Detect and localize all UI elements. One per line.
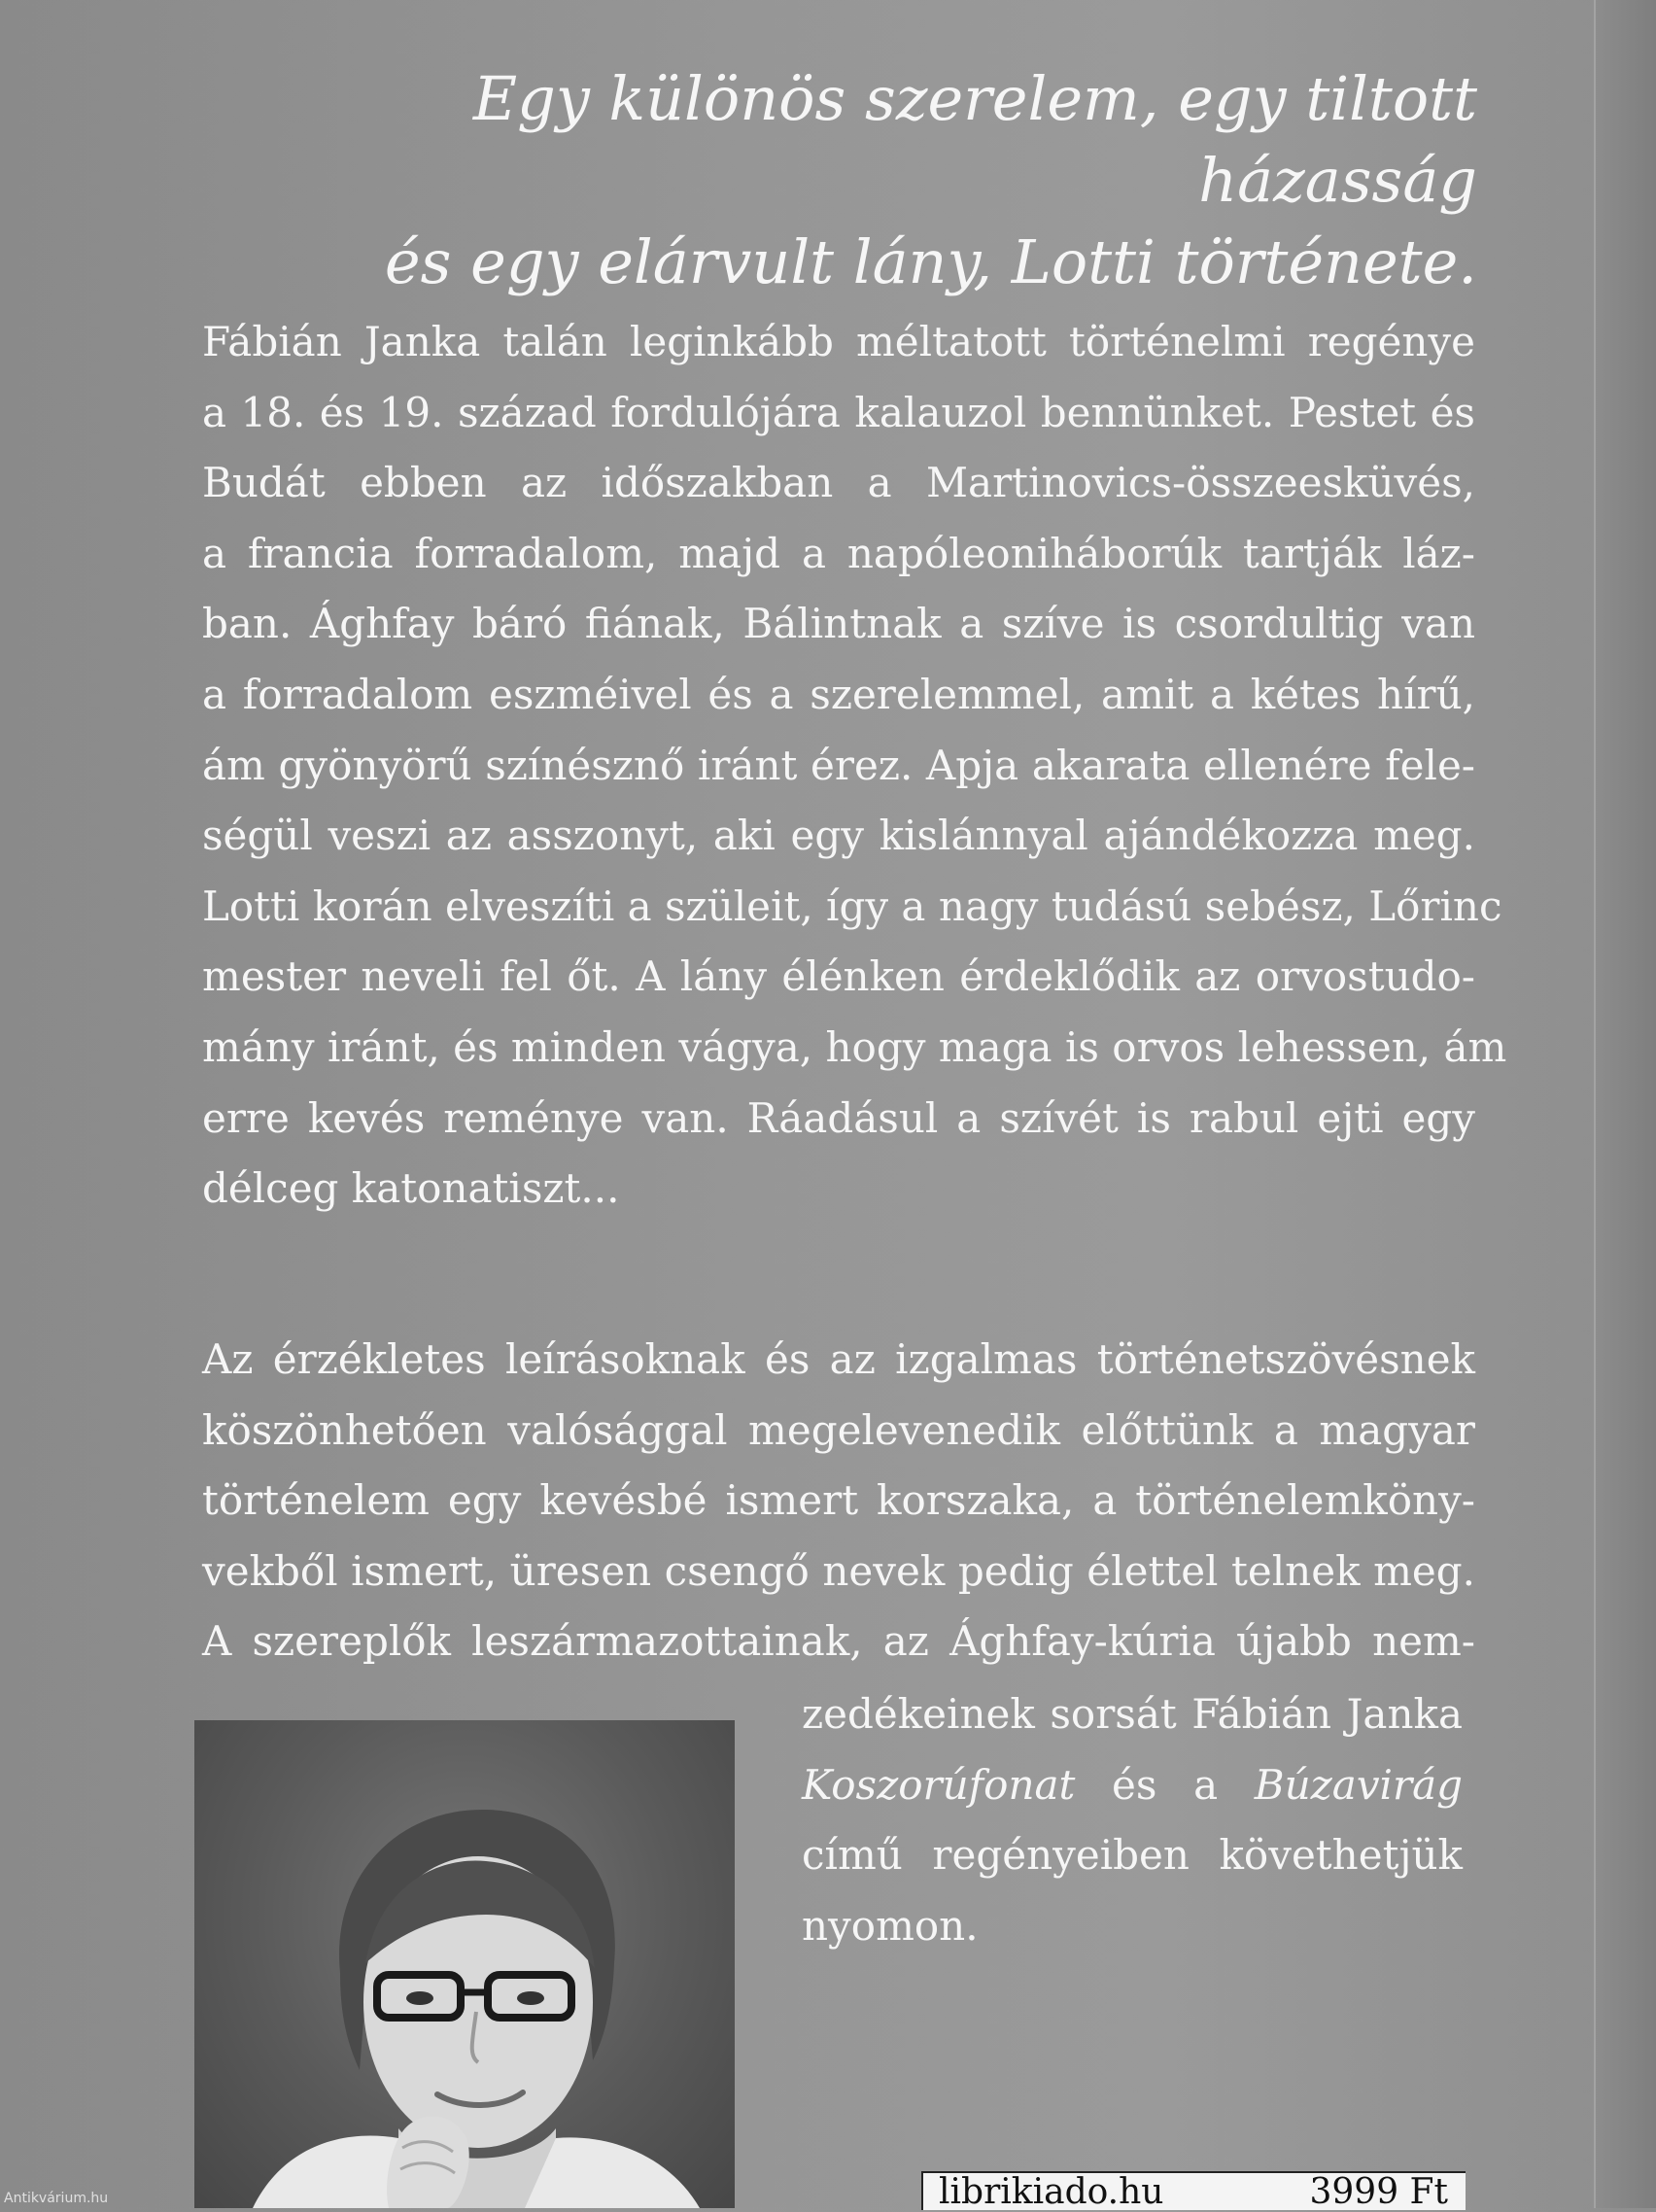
text-line: Az érzékletes leírásoknak és az izgalmas történetszövésnek	[202, 1335, 1475, 1383]
watermark: Antikvárium.hu	[4, 2191, 109, 2206]
text-line: a forradalom eszméivel és a szerelemmel, amit a kétes hírű,	[202, 670, 1475, 718]
text-line: köszönhetően valósággal megelevenedik előttünk a magyar	[202, 1405, 1475, 1454]
text-line: történelem egy kevésbé ismert korszaka, a történelemköny-	[202, 1476, 1475, 1525]
tagline-line: és egy elárvult lány, Lotti története.	[384, 226, 1477, 297]
publisher-website: librikiado.hu	[939, 2172, 1164, 2212]
tagline	[185, 58, 1477, 303]
text-line: nyomon.	[802, 1901, 979, 1950]
text-line: mester neveli fel őt. A lány élénken érdeklődik az orvostudo-	[202, 952, 1475, 1001]
text-line: délceg katonatiszt...	[202, 1164, 620, 1213]
text-fragment: és a	[1075, 1760, 1255, 1809]
price-label	[921, 2171, 1466, 2210]
text-line: Budát ebben az időszakban a Martinovics-összeesküvés,	[202, 459, 1475, 507]
text-line: ám gyönyörű színésznő iránt érez. Apja akarata ellenére fele-	[202, 741, 1475, 789]
text-line: vekből ismert, üresen csengő nevek pedig élettel telnek meg.	[202, 1546, 1475, 1595]
text-line: a 18. és 19. század fordulójára kalauzol bennünket. Pestet és	[202, 388, 1475, 436]
author-portrait-image	[194, 1720, 735, 2208]
text-line: Fábián Janka talán leginkább méltatott történelmi regénye	[202, 318, 1475, 365]
book-title-koszorufonat: Koszorúfonat	[802, 1760, 1076, 1809]
price: 3999 Ft	[1309, 2172, 1448, 2212]
text-line: mány iránt, és minden vágya, hogy maga is orvos lehessen, ám	[202, 1022, 1507, 1071]
synopsis-paragraph-3	[802, 1679, 1463, 1961]
synopsis-paragraph-1	[202, 307, 1507, 1225]
tagline-line: Egy különös szerelem, egy tiltott házasság	[472, 63, 1477, 216]
text-line	[802, 1750, 1463, 1821]
cover-edge	[1594, 0, 1656, 2208]
text-line: a francia forradalom, majd a napóleoniháborúk tartják láz-	[202, 529, 1475, 577]
text-line: ségül veszi az asszonyt, aki egy kislánnyal ajándékozza meg.	[202, 812, 1475, 860]
text-line: című regényeiben követhetjük	[802, 1831, 1463, 1880]
text-line: erre kevés reménye van. Ráadásul a szívét is rabul ejti egy	[202, 1093, 1475, 1142]
synopsis-paragraph-2	[202, 1325, 1475, 1677]
text-line: Lotti korán elveszíti a szüleit, így a nagy tudású sebész, Lőrinc	[202, 881, 1502, 930]
text-line: A szereplők leszármazottainak, az Ághfay-kúria újabb nem-	[202, 1617, 1475, 1666]
text-line: ban. Ághfay báró fiának, Bálintnak a szíve is csordultig van	[202, 600, 1475, 648]
text-line: zedékeinek sorsát Fábián Janka	[802, 1690, 1463, 1738]
book-title-buzavirag: Búzavirág	[1254, 1760, 1463, 1809]
author-photo	[194, 1720, 735, 2208]
